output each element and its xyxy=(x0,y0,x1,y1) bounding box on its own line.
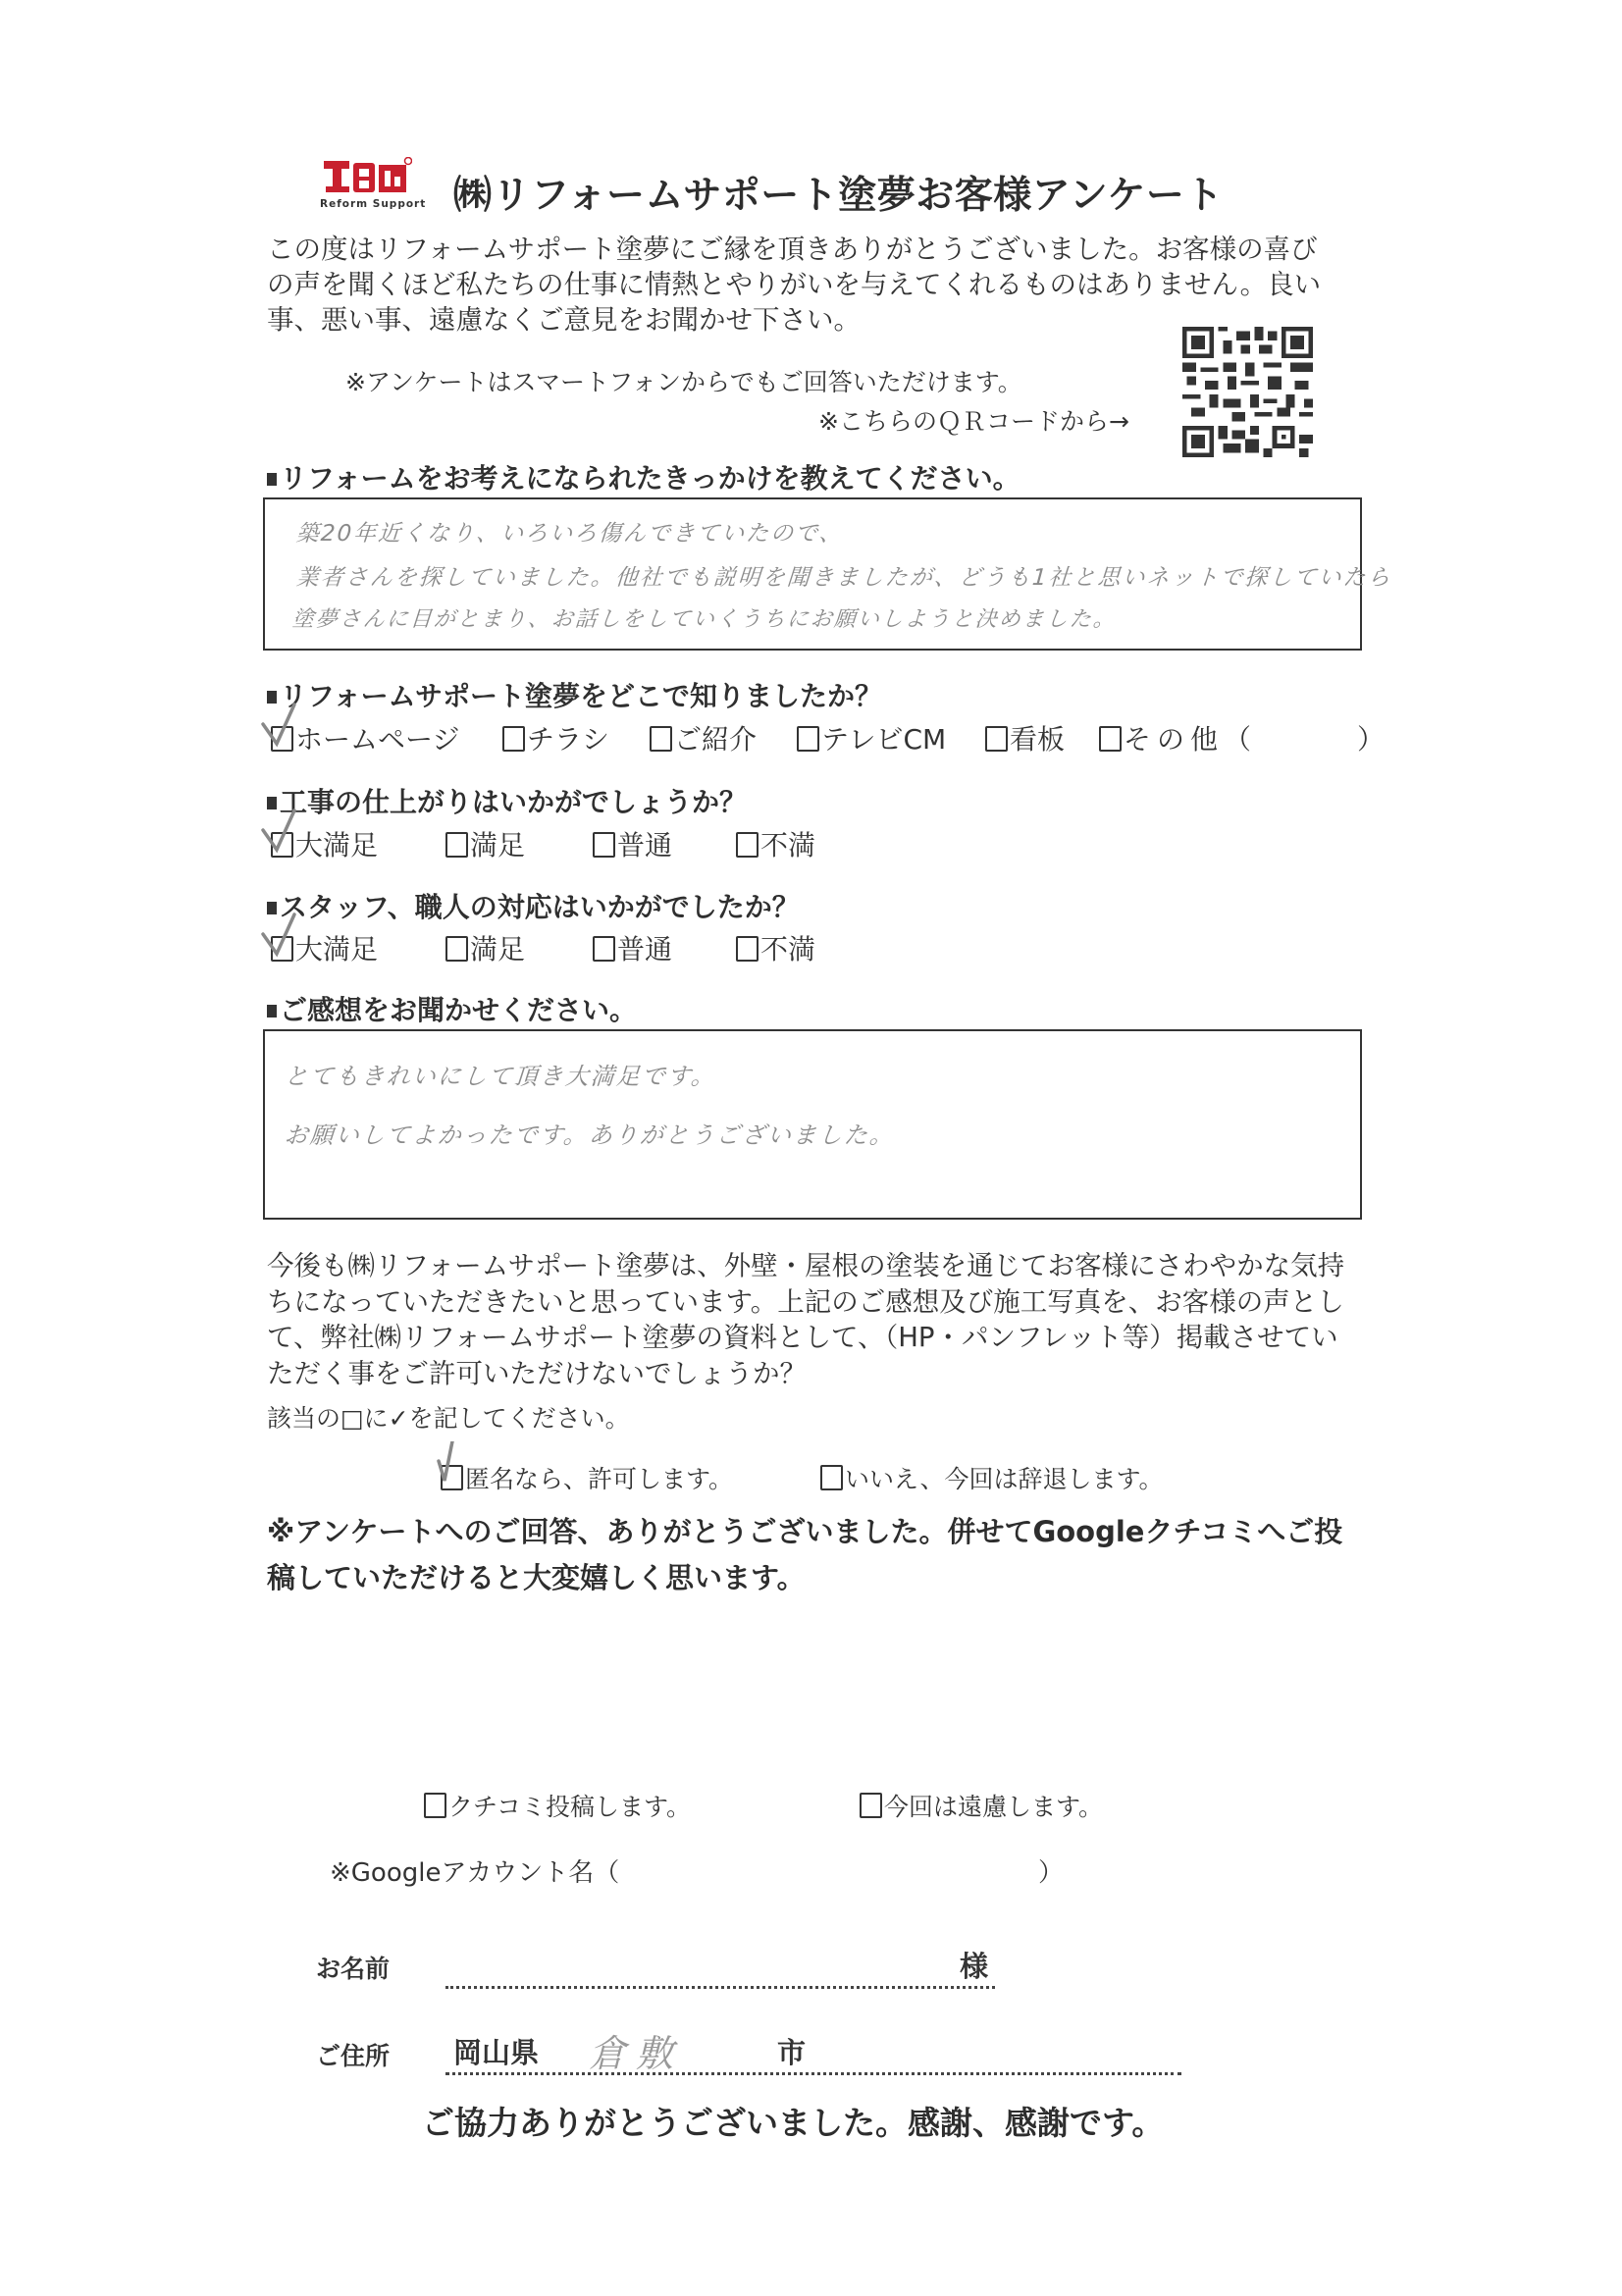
option-homepage[interactable]: ホームページ xyxy=(271,718,459,757)
bullet-square-icon xyxy=(267,902,277,914)
question-1-answer-box[interactable] xyxy=(263,497,1393,651)
question-5-answer-box[interactable] xyxy=(263,1029,1362,1220)
option-dissatisfied[interactable]: 不満 xyxy=(736,928,815,967)
logo-subtitle: Reform Support xyxy=(320,198,427,210)
question-1-heading: リフォームをお考えになられたきっかけを教えてください。 xyxy=(267,457,1020,496)
smartphone-note: ※アンケートはスマートフォンからでもご回答いただけます。 xyxy=(345,368,1022,396)
prefecture-text: 岡山県 xyxy=(453,2036,540,2069)
company-logo xyxy=(320,157,427,216)
permission-paragraph: 今後も㈱リフォームサポート塗夢は、外壁・屋根の塗装を通じてお客様にさわやかな気持ちになっていただきたいと思っています。上記のご感想及び施工写真を、お客様の声として、弊社㈱リフォームサポート塗夢の資料として、（HP・パンフレット等）掲載させていただく事をご許可いただけないでしょうか？ xyxy=(267,1250,1345,1389)
answer-line: 業者さんを探していました。他社でも説明を聞きましたが、どうも1社と思いネットで探していたら xyxy=(294,565,1393,591)
google-account-label: ※Googleアカウント名（ xyxy=(330,1858,620,1888)
name-label: お名前 xyxy=(316,1955,391,1983)
option-referral[interactable]: ご紹介 xyxy=(650,718,757,757)
option-other[interactable]: その他（ ） xyxy=(1099,718,1390,757)
checkbox[interactable] xyxy=(271,726,293,752)
checkbox[interactable] xyxy=(1099,726,1122,752)
checkbox[interactable] xyxy=(441,1465,463,1490)
option-very-satisfied[interactable]: 大満足 xyxy=(271,928,378,967)
answer-line: 塗夢さんに目がとまり、お話しをしていくうちにお願いしようと決めました。 xyxy=(290,607,1118,632)
option-very-satisfied[interactable]: 大満足 xyxy=(271,824,378,863)
page-title: ㈱リフォームサポート塗夢お客様アンケート xyxy=(453,174,1224,218)
answer-line: お願いしてよかったです。ありがとうございました。 xyxy=(283,1122,896,1149)
google-account-close: ） xyxy=(1038,1858,1065,1888)
checkbox[interactable] xyxy=(424,1793,446,1818)
checkbox[interactable] xyxy=(820,1465,843,1490)
option-anonymous-ok[interactable]: 匿名なら、許可します。 xyxy=(441,1460,733,1495)
question-2-heading: リフォームサポート塗夢をどこで知りましたか？ xyxy=(267,675,882,714)
option-average[interactable]: 普通 xyxy=(593,824,672,863)
google-account-input[interactable] xyxy=(657,1852,1030,1886)
bullet-square-icon xyxy=(267,1005,277,1018)
checkbox[interactable] xyxy=(985,726,1008,752)
name-dotted-line xyxy=(445,1986,995,1989)
option-satisfied[interactable]: 満足 xyxy=(445,928,525,967)
bullet-square-icon xyxy=(267,797,277,809)
bullet-square-icon xyxy=(267,691,277,704)
qr-code-icon[interactable] xyxy=(1180,327,1315,457)
city-input[interactable]: 倉敷 xyxy=(589,2032,684,2075)
checkbox[interactable] xyxy=(650,726,672,752)
address-dotted-line xyxy=(445,2072,1181,2075)
footer-thanks: ご協力ありがとうございました。感謝、感謝です。 xyxy=(422,2104,1165,2142)
checkbox[interactable] xyxy=(593,936,615,962)
address-label: ご住所 xyxy=(316,2042,391,2070)
checkbox[interactable] xyxy=(445,936,468,962)
checkbox[interactable] xyxy=(445,832,468,858)
checkbox[interactable] xyxy=(271,832,293,858)
checkbox[interactable] xyxy=(502,726,525,752)
name-input[interactable] xyxy=(445,1943,956,1982)
question-5-heading: ご感想をお聞かせください。 xyxy=(267,989,637,1028)
google-review-note: ※アンケートへのご回答、ありがとうございました。併せてGoogleクチコミへご投稿していただけると大変嬉しく思います。 xyxy=(267,1515,1343,1594)
option-average[interactable]: 普通 xyxy=(593,928,672,967)
question-4-heading: スタッフ、職人の対応はいかがでしたか？ xyxy=(267,886,800,925)
logo-mark-icon xyxy=(322,157,412,194)
answer-line: 築20年近くなり、いろいろ傷んできていたので、 xyxy=(294,521,845,547)
city-suffix: 市 xyxy=(777,2036,807,2069)
option-skip-review[interactable]: 今回は遠慮します。 xyxy=(860,1788,1103,1823)
option-decline[interactable]: いいえ、今回は辞退します。 xyxy=(820,1460,1164,1495)
checkbox[interactable] xyxy=(736,936,759,962)
question-3-heading: 工事の仕上がりはいかがでしょうか？ xyxy=(267,781,747,820)
option-flyer[interactable]: チラシ xyxy=(502,718,609,757)
permission-instruction: 該当の□に✓を記してください。 xyxy=(267,1404,630,1433)
option-post-review[interactable]: クチコミ投稿します。 xyxy=(424,1788,691,1823)
bullet-square-icon xyxy=(267,473,277,486)
qr-note: ※こちらのＱＲコードから→ xyxy=(818,407,1129,436)
option-tv-cm[interactable]: テレビCM xyxy=(797,718,946,757)
name-suffix: 様 xyxy=(960,1950,989,1983)
checkbox[interactable] xyxy=(271,936,293,962)
intro-text: この度はリフォームサポート塗夢にご縁を頂きありがとうございました。お客様の喜びの声を聞くほど私たちの仕事に情熱とやりがいを与えてくれるものはありません。良い事、悪い事、遠慮なくご意見をお聞かせ下さい。 xyxy=(267,234,1322,336)
checkbox[interactable] xyxy=(797,726,819,752)
checkbox[interactable] xyxy=(736,832,759,858)
checkbox[interactable] xyxy=(860,1793,882,1818)
answer-line: とてもきれいにして頂き大満足です。 xyxy=(283,1063,717,1090)
option-signboard[interactable]: 看板 xyxy=(985,718,1065,757)
checkbox[interactable] xyxy=(593,832,615,858)
option-dissatisfied[interactable]: 不満 xyxy=(736,824,815,863)
option-satisfied[interactable]: 満足 xyxy=(445,824,525,863)
